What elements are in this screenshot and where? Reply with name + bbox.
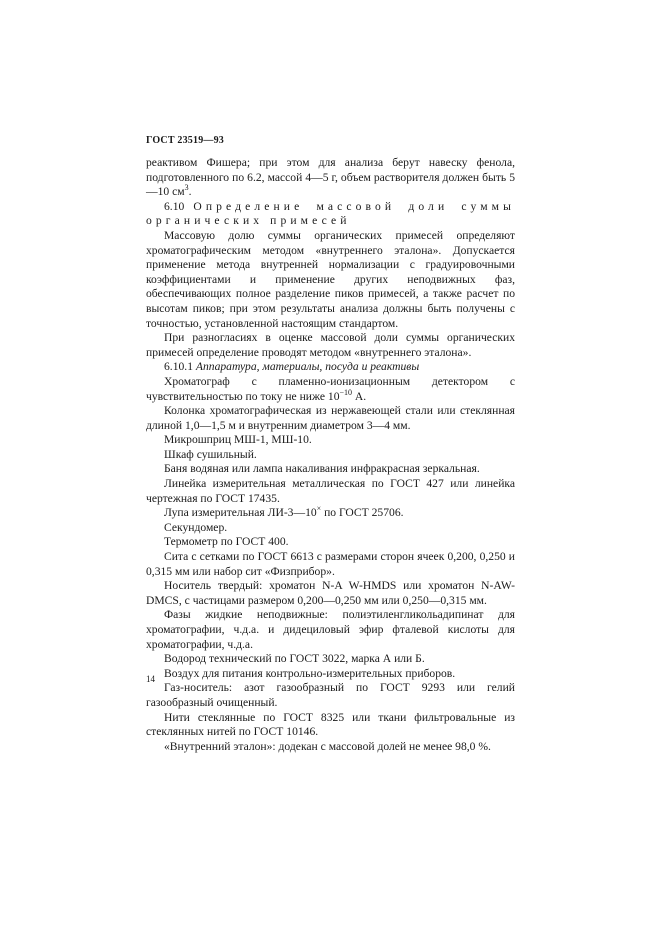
standard-header: ГОСТ 23519—93: [146, 135, 225, 146]
paragraph: «Внутренний эталон»: додекан с массовой долей не менее 98,0 %.: [164, 739, 491, 753]
paragraph: Баня водяная или лампа накаливания инфракрасная зеркальная.: [164, 462, 480, 476]
paragraph: Колонка хроматографическая из нержавеющей стали или стеклянная длиной 1,0—1,5 м и внутренним диаметром 3—4 мм.: [146, 404, 515, 432]
page-number: 14: [146, 674, 155, 684]
section-heading: 6.10 Определение массовой доли суммы органических примесей: [146, 199, 515, 228]
paragraph: Сита с сетками по ГОСТ 6613 с размерами сторон ячеек 0,200, 0,250 и 0,315 мм или набор сит «Физприбор».: [146, 550, 515, 578]
subsection-heading: 6.10.1 Аппаратура, материалы, посуда и реактивы: [164, 360, 420, 374]
paragraph: Шкаф сушильный.: [164, 447, 257, 461]
paragraph: Носитель твердый: хроматон N-A W-HMDS или хроматон N-AW-DMCS, с частицами размером 0,200—0,250 мм или 0,250—0,315 мм.: [146, 579, 515, 607]
body-text: [146, 156, 515, 754]
paragraph: Хроматограф с пламенно-ионизационным детектором с чувствительностью по току не ниже $10^{-10}$ А.: [146, 374, 515, 403]
paragraph: Термометр по ГОСТ 400.: [164, 535, 289, 549]
paragraph: Лупа измерительная ЛИ-3—10× по ГОСТ 25706.: [164, 504, 404, 520]
paragraph: Фазы жидкие неподвижные: полиэтиленгликольадипинат для хроматографии, ч.д.а. и дидециловый эфир фталевой кислоты для хроматографии, ч.д.а.: [146, 608, 515, 651]
paragraph: Микрошприц МШ-1, МШ-10.: [164, 433, 312, 447]
paragraph: Массовую долю суммы органических примесей определяют хроматографическим методом «внутреннего эталона». Допускается применение метода внутренней нормализации с градуировочными коэффициентами и применение других неподвижных фаз, обеспечивающих полное разделение пиков примесей, а также расчет по высотам пиков; при этом результаты анализа должны быть получены с точностью, установленной настоящим стандартом.: [146, 228, 515, 330]
paragraph: Газ-носитель: азот газообразный по ГОСТ 9293 или гелий газообразный очищенный.: [146, 681, 515, 709]
paragraph: реактивом Фишера; при этом для анализа берут навеску фенола, подготовленного по 6.2, массой 4—5 г, объем растворителя должен быть 5—10 $см^3$.: [146, 156, 515, 199]
paragraph: Секундомер.: [164, 520, 228, 534]
paragraph: При разногласиях в оценке массовой доли суммы органических примесей определение проводят методом «внутреннего эталона».: [146, 331, 515, 359]
paragraph: Водород технический по ГОСТ 3022, марка А или Б.: [164, 652, 425, 666]
paragraph: Воздух для питания контрольно-измерительных приборов.: [164, 666, 456, 680]
paragraph: Нити стеклянные по ГОСТ 8325 или ткани фильтровальные из стеклянных нитей по ГОСТ 10146.: [146, 710, 515, 739]
paragraph: Линейка измерительная металлическая по ГОСТ 427 или линейка чертежная по ГОСТ 17435.: [146, 477, 515, 505]
